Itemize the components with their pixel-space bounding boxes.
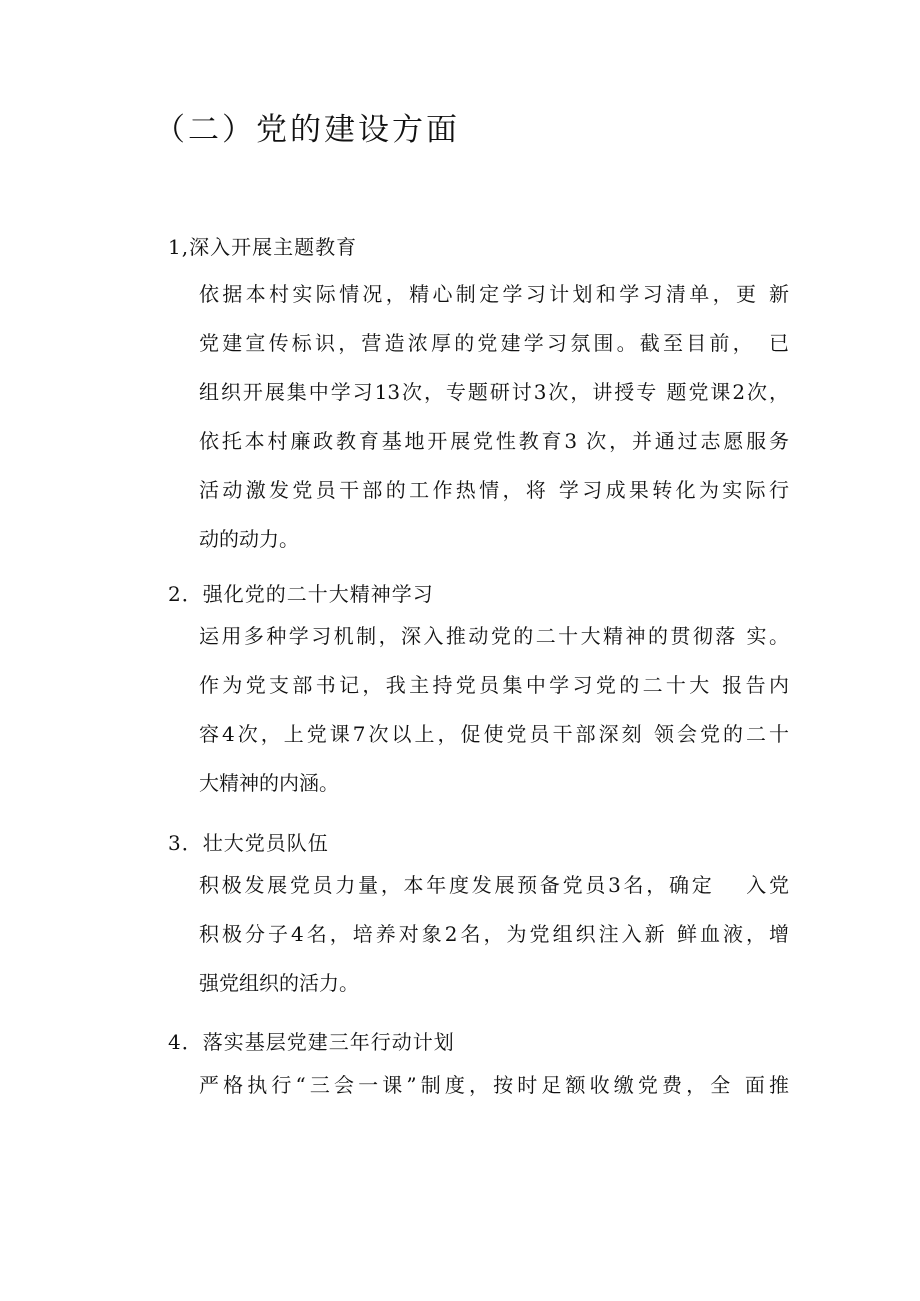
item-paragraph [199,1061,789,1110]
paragraph-line: 组织开展集中学习13次，专题研讨3次，讲授专 题党课2次， [199,380,789,404]
item-paragraph [199,861,789,1008]
paragraph-line: 积极发展党员力量，本年度发展预备党员3名，确定 入党 [199,873,789,897]
item-heading: 4．落实基层党建三年行动计划 [168,1030,455,1054]
paragraph-line: 党建宣传标识，营造浓厚的党建学习氛围。截至目前， 已 [199,331,789,355]
item-heading: 1,深入开展主题教育 [168,235,358,259]
paragraph-line: 严格执行“三会一课”制度，按时足额收缴党费，全 面推 [199,1073,789,1097]
section-heading: （二）党的建设方面 [154,112,460,148]
paragraph-line: 作为党支部书记，我主持党员集中学习党的二十大 报告内 [199,673,789,697]
paragraph-line: 依托本村廉政教育基地开展党性教育3 次，并通过志愿服务 [199,429,789,453]
paragraph-line: 大精神的内涵。 [199,771,339,795]
paragraph-line: 运用多种学习机制，深入推动党的二十大精神的贯彻落 实。 [199,624,789,648]
item-heading: 2．强化党的二十大精神学习 [168,582,434,606]
paragraph-line: 动的动力。 [199,527,299,551]
paragraph-line: 强党组织的活力。 [199,971,359,995]
paragraph-line: 容4次，上党课7次以上，促使党员干部深刻 领会党的二十 [199,722,789,746]
paragraph-line: 依据本村实际情况，精心制定学习计划和学习清单，更 新 [199,282,789,306]
item-paragraph [199,612,789,808]
item-paragraph [199,270,789,564]
item-heading: 3．壮大党员队伍 [168,831,329,855]
paragraph-line: 活动激发党员干部的工作热情，将 学习成果转化为实际行 [199,478,789,502]
paragraph-line: 积极分子4名，培养对象2名，为党组织注入新 鲜血液，增 [199,922,789,946]
